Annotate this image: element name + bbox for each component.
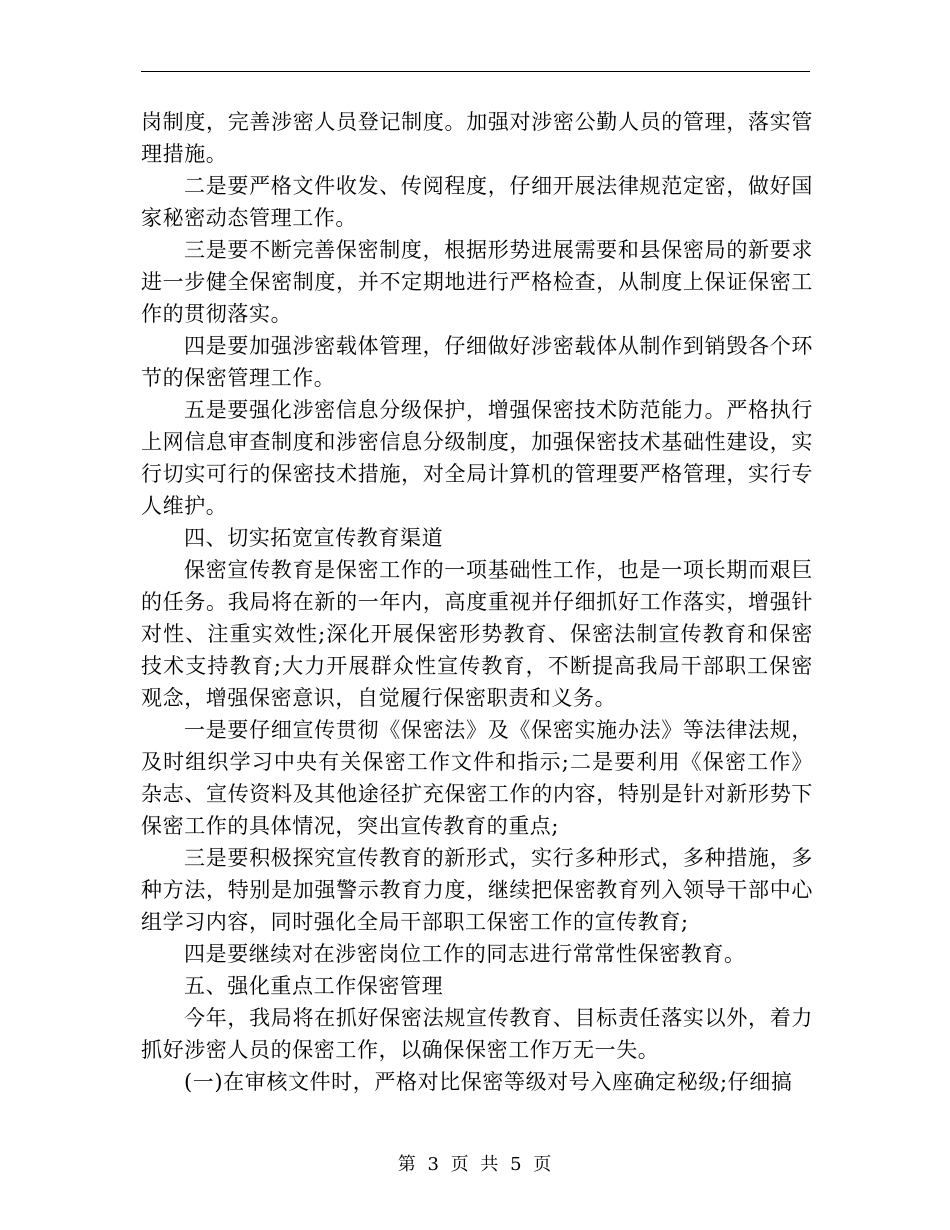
page-number-footer: 第 3 页 共 5 页 <box>397 1154 553 1175</box>
paragraph: 一是要仔细宣传贯彻《保密法》及《保密实施办法》等法律法规，及时组织学习中央有关保密工作文件和指示;二是要利用《保密工作》杂志、宣传资料及其他途径扩充保密工作的内容，特别是针对新形势下保密工作的具体情况，突出宣传教育的重点; <box>141 718 813 838</box>
document-body <box>141 106 813 1098</box>
paragraph: 三是要不断完善保密制度，根据形势进展需要和县保密局的新要求进一步健全保密制度，并不定期地进行严格检查，从制度上保证保密工作的贯彻落实。 <box>141 238 813 326</box>
paragraph: 四是要继续对在涉密岗位工作的同志进行常常性保密教育。 <box>184 942 746 966</box>
section-heading: 四、切实拓宽宣传教育渠道 <box>184 526 444 550</box>
paragraph: 二是要严格文件收发、传阅程度，仔细开展法律规范定密，做好国家秘密动态管理工作。 <box>141 174 813 230</box>
paragraph: 岗制度，完善涉密人员登记制度。加强对涉密公勤人员的管理，落实管理措施。 <box>141 110 813 166</box>
header-rule <box>141 71 810 72</box>
paragraph: 五是要强化涉密信息分级保护，增强保密技术防范能力。严格执行上网信息审查制度和涉密信息分级制度，加强保密技术基础性建设，实行切实可行的保密技术措施，对全局计算机的管理要严格管理，实行专人维护。 <box>141 398 813 518</box>
paragraph: 四是要加强涉密载体管理，仔细做好涉密载体从制作到销毁各个环节的保密管理工作。 <box>141 334 813 390</box>
paragraph: 今年，我局将在抓好保密法规宣传教育、目标责任落实以外，着力抓好涉密人员的保密工作，以确保保密工作万无一失。 <box>141 1006 813 1062</box>
paragraph: 三是要积极探究宣传教育的新形式，实行多种形式，多种措施，多种方法，特别是加强警示教育力度，继续把保密教育列入领导干部中心组学习内容，同时强化全局干部职工保密工作的宣传教育; <box>141 846 813 934</box>
section-heading: 五、强化重点工作保密管理 <box>184 974 444 998</box>
paragraph: (一)在审核文件时，严格对比保密等级对号入座确定秘级;仔细搞 <box>184 1070 793 1094</box>
paragraph: 保密宣传教育是保密工作的一项基础性工作，也是一项长期而艰巨的任务。我局将在新的一年内，高度重视并仔细抓好工作落实，增强针对性、注重实效性;深化开展保密形势教育、保密法制宣传教育和保密技术支持教育;大力开展群众性宣传教育，不断提高我局干部职工保密观念，增强保密意识，自觉履行保密职责和义务。 <box>141 558 813 710</box>
